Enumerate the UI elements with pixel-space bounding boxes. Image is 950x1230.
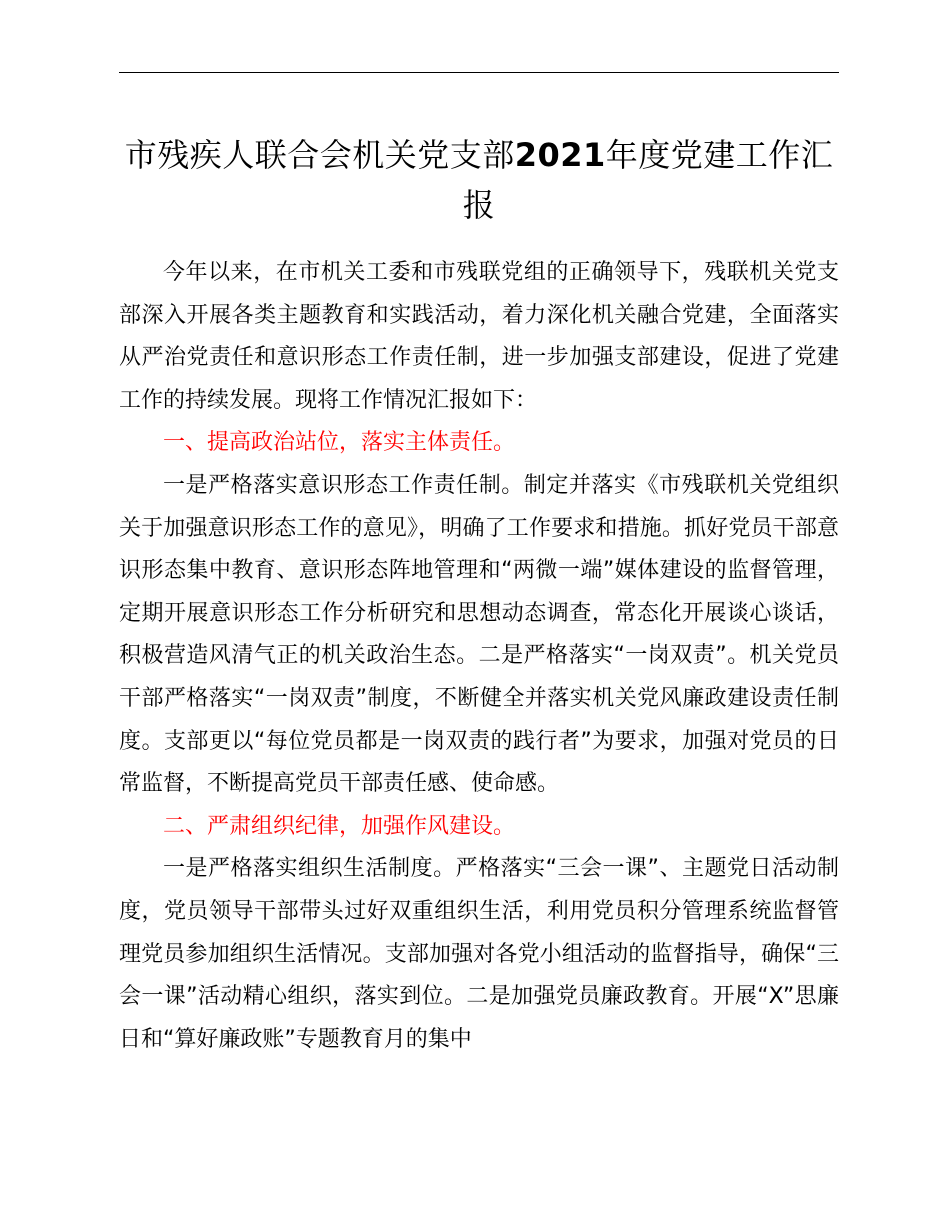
section-1-paragraph: 一是严格落实意识形态工作责任制。制定并落实《市残联机关党组织关于加强意识形态工作的意见》，明确了工作要求和措施。抓好党员干部意识形态集中教育、意识形态阵地管理和“两微一端”媒体建设的监督管理，定期开展意识形态工作分析研究和思想动态调查，常态化开展谈心谈话，积极营造风清气正的机关政治生态。二是严格落实“一岗双责”。机关党员干部严格落实“一岗双责”制度，不断健全并落实机关党风廉政建设责任制度。支部更以“每位党员都是一岗双责的践行者”为要求，加强对党员的日常监督，不断提高党员干部责任感、使命感。 [119,472,839,797]
section-2-paragraph: 一是严格落实组织生活制度。严格落实“三会一课”、主题党日活动制度，党员领导干部带头过好双重组织生活，利用党员积分管理系统监督管理党员参加组织生活情况。支部加强对各党小组活动的监督指导，确保“三会一课”活动精心组织，落实到位。二是加强党员廉政教育。开展“X”思廉日和“算好廉政账”专题教育月的集中 [119,856,839,1052]
document-body [119,252,839,1061]
section-heading-1: 一、提高政治站位，落实主体责任。 [163,430,516,456]
header-rule [119,72,839,73]
title-text-2: 年度党建工作汇报 [462,136,834,224]
document-title [119,130,839,230]
intro-paragraph: 今年以来，在市机关工委和市残联党组的正确领导下，残联机关党支部深入开展各类主题教育和实践活动，着力深化机关融合党建，全面落实从严治党责任和意识形态工作责任制，进一步加强支部建设，促进了党建工作的持续发展。现将工作情况汇报如下： [119,260,839,413]
title-text-1: 市残疾人联合会机关党支部 [124,136,515,174]
title-year: 2021 [514,136,606,174]
section-heading-2: 二、严肃组织纪律，加强作风建设。 [163,813,516,839]
